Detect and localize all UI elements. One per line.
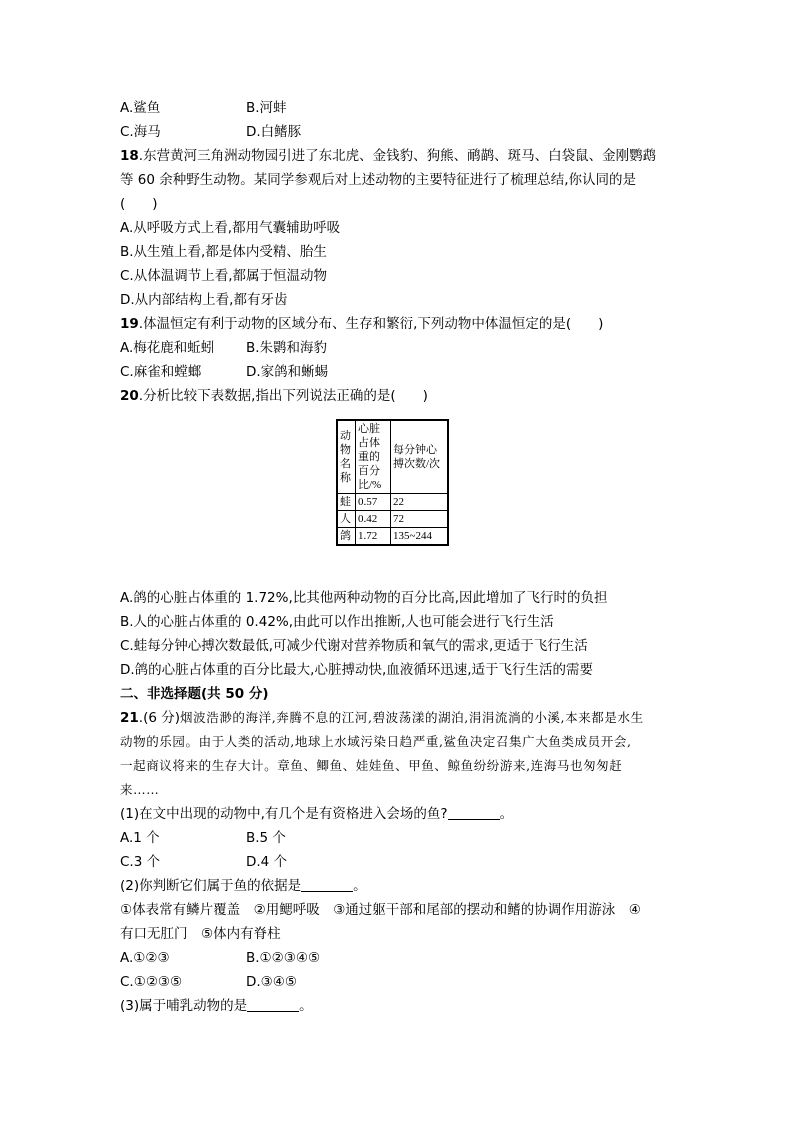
q20-option-c: C.蛙每分钟心搏次数最低,可减少代谢对营养物质和氧气的需求,更适于飞行生活 [120, 638, 588, 654]
q21-score: .(6 分) [138, 710, 181, 726]
q17-option-a: A.鲨鱼 [120, 100, 161, 116]
q21-sub1-option-c: C.3 个 [120, 854, 161, 870]
q21-sub1-option-b: B.5 个 [246, 830, 286, 846]
q21-number: 21 [120, 710, 139, 726]
q18-option-c: C.从体温调节上看,都属于恒温动物 [120, 268, 328, 284]
q21-sub2-choices-line-2: 有口无肛门 ⑤体内有脊柱 [120, 926, 281, 942]
q17-options-row-2 [120, 120, 680, 144]
q21-passage-line-4: 来…… [120, 782, 160, 797]
q21-sub2-stem [120, 874, 680, 898]
row-human-name: 人 [337, 511, 356, 528]
table-header-row [337, 420, 448, 494]
q21-sub1-end: 。 [499, 806, 514, 822]
answer-blank[interactable] [247, 997, 299, 1012]
heart-data-table [336, 419, 449, 546]
q21-sub2-option-a: A.①②③ [120, 950, 170, 966]
table-row [337, 511, 448, 528]
q21-sub1-options-row-1 [120, 826, 680, 850]
answer-blank[interactable] [448, 805, 500, 820]
q20-option-a: A.鸽的心脏占体重的 1.72%,比其他两种动物的百分比高,因此增加了飞行时的负担 [120, 590, 608, 606]
table-row [337, 528, 448, 546]
q21-sub1-text: (1)在文中出现的动物中,有几个是有资格进入会场的鱼? [120, 806, 448, 822]
q21-sub3-end: 。 [299, 998, 313, 1014]
q18-option-b: B.从生殖上看,都是体内受精、胎生 [120, 244, 327, 260]
q18-answer-paren: ( ) [120, 196, 158, 212]
q19-stem [120, 312, 680, 336]
row-frog-percent: 0.57 [356, 494, 391, 511]
q18-number: 18 [120, 148, 139, 164]
q18-stem-line-2: 等 60 余种野生动物。某同学参观后对上述动物的主要特征进行了梳理总结,你认同的是 [120, 172, 637, 188]
q20-table-wrapper [120, 408, 680, 586]
q19-option-a: A.梅花鹿和蚯蚓 [120, 340, 215, 356]
exam-page [120, 96, 680, 1018]
q19-text: .体温恒定有利于动物的区域分布、生存和繁衍,下列动物中体温恒定的是( ) [138, 316, 604, 332]
q21-sub1-option-a: A.1 个 [120, 830, 160, 846]
q19-number: 19 [120, 316, 139, 332]
q18-stem-line-1 [120, 144, 680, 168]
row-frog-name: 蛙 [337, 494, 356, 511]
q18-text-1: .东营黄河三角洲动物园引进了东北虎、金钱豹、狗熊、鸸鹋、斑马、白袋鼠、金刚鹦鹉 [138, 148, 657, 164]
q19-option-b: B.朱鹮和海豹 [246, 340, 328, 356]
q21-sub2-option-c: C.①②③⑤ [120, 974, 183, 990]
header-animal-name: 动物名称 [337, 420, 356, 494]
section-heading: 二、非选择题(共 50 分) [120, 686, 269, 702]
q21-sub3-text: (3)属于哺乳动物的是 [120, 998, 248, 1014]
answer-blank[interactable] [301, 877, 353, 892]
q17-option-c: C.海马 [120, 124, 161, 140]
q21-sub2-options-row-2 [120, 970, 680, 994]
q19-option-d: D.家鸽和蜥蜴 [246, 364, 329, 380]
row-human-percent: 0.42 [356, 511, 391, 528]
q18-option-a: A.从呼吸方式上看,都用气囊辅助呼吸 [120, 220, 341, 236]
header-heartbeats: 每分钟心搏次数/次 [391, 420, 449, 494]
row-frog-beats: 22 [391, 494, 449, 511]
q21-passage-line-2: 动物的乐园。由于人类的活动,地球上水域污染日趋严重,鲨鱼决定召集广大鱼类成员开会, [120, 734, 632, 749]
q19-option-c: C.麻雀和螳螂 [120, 364, 202, 380]
row-human-beats: 72 [391, 511, 449, 528]
q21-sub2-choices-line-1: ①体表常有鳞片覆盖 ②用鳃呼吸 ③通过躯干部和尾部的摆动和鳍的协调作用游泳 ④ [120, 902, 641, 918]
q21-sub2-option-d: D.③④⑤ [246, 974, 297, 990]
q21-passage-text-1: 烟波浩渺的海洋,奔腾不息的江河,碧波荡漾的湖泊,涓涓流淌的小溪,本来都是水生 [180, 710, 644, 725]
q21-sub1-options-row-2 [120, 850, 680, 874]
table-row [337, 494, 448, 511]
q21-sub3-stem [120, 994, 680, 1018]
q19-options-row-2 [120, 360, 680, 384]
q20-stem [120, 384, 680, 408]
q21-sub2-options-row-1 [120, 946, 680, 970]
q20-text: .分析比较下表数据,指出下列说法正确的是( ) [138, 388, 428, 404]
row-pigeon-name: 鸽 [337, 528, 356, 546]
q19-options-row-1 [120, 336, 680, 360]
q17-option-d: D.白鳍豚 [246, 124, 302, 140]
q21-sub1-stem [120, 802, 680, 826]
q17-options-row-1 [120, 96, 680, 120]
q18-option-d: D.从内部结构上看,都有牙齿 [120, 292, 288, 308]
q20-option-d: D.鸽的心脏占体重的百分比最大,心脏搏动快,血液循环迅速,适于飞行生活的需要 [120, 662, 594, 678]
header-heart-percent: 心脏占体重的百分比/% [356, 420, 391, 494]
q21-passage-line-1 [120, 706, 680, 730]
q21-passage-line-3: 一起商议将来的生存大计。章鱼、鲫鱼、娃娃鱼、甲鱼、鲸鱼纷纷游来,连海马也匆匆赶 [120, 758, 623, 773]
row-pigeon-percent: 1.72 [356, 528, 391, 546]
row-pigeon-beats: 135~244 [391, 528, 449, 546]
q21-sub1-option-d: D.4 个 [246, 854, 288, 870]
q21-sub2-text: (2)你判断它们属于鱼的依据是 [120, 878, 302, 894]
q21-sub2-option-b: B.①②③④⑤ [246, 950, 321, 966]
q20-option-b: B.人的心脏占体重的 0.42%,由此可以作出推断,人也可能会进行飞行生活 [120, 614, 554, 630]
q21-sub2-end: 。 [353, 878, 367, 894]
q20-number: 20 [120, 388, 139, 404]
q17-option-b: B.河蚌 [246, 100, 287, 116]
